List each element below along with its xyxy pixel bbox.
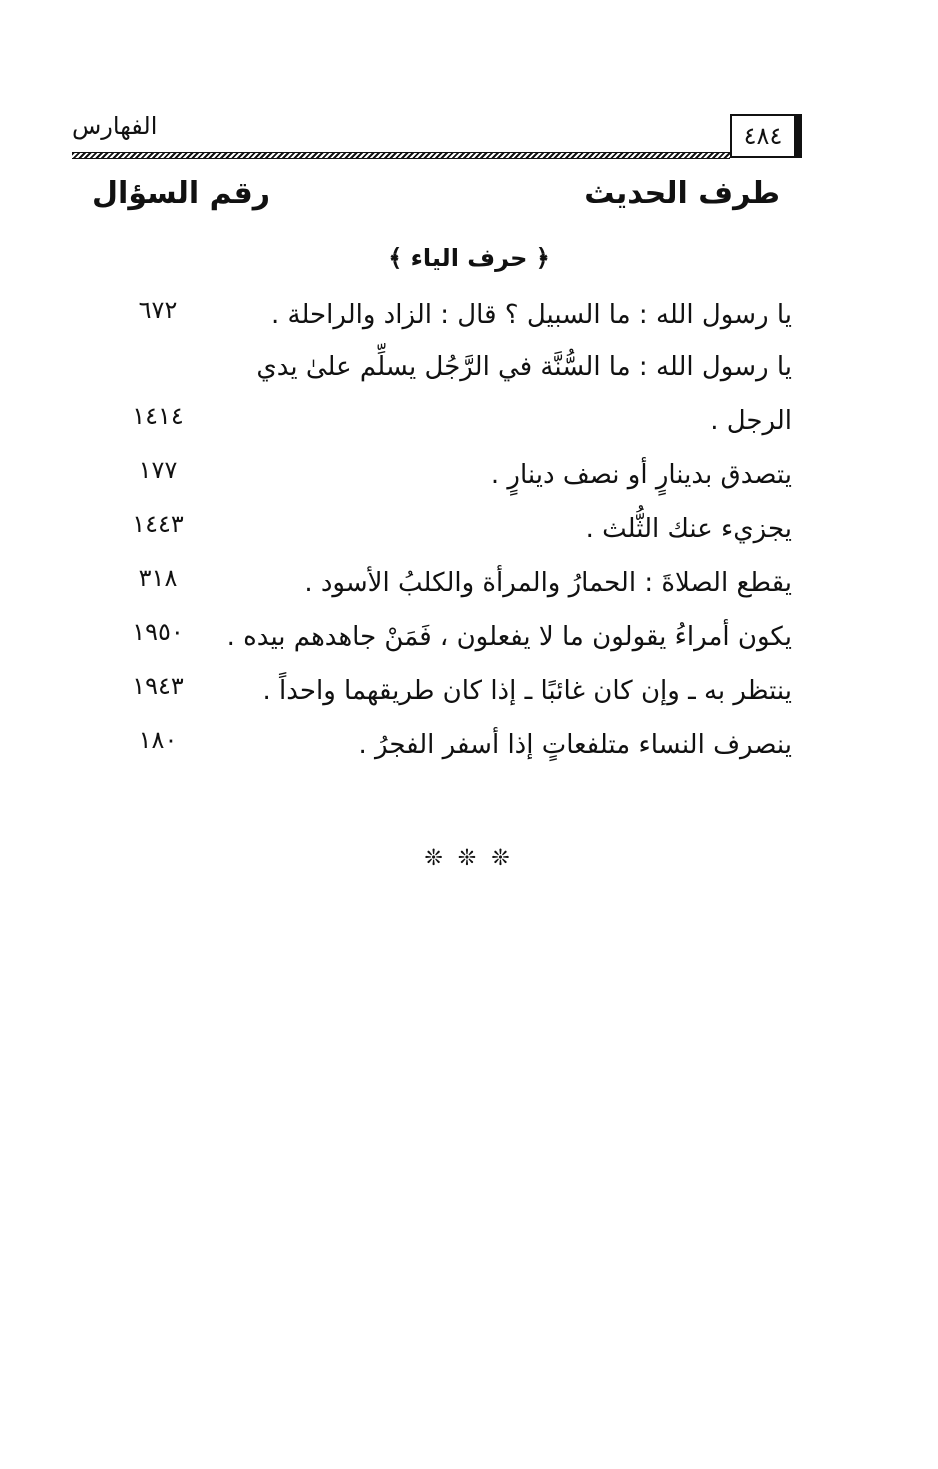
page-number: ٤٨٤ [730,114,802,158]
entry-number: ١٤٤٣ [132,510,184,538]
entry-text: يكون أمراءُ يقولون ما لا يفعلون ، فَمَنْ جاهدهم بيده . [226,622,792,652]
entry-number: ١٩٥٠ [132,618,184,646]
entry-text: ينتظر به ـ وإن كان غائبًا ـ إذا كان طريقهما واحداً . [262,676,792,706]
entry-text: الرجل . [710,406,792,436]
column-heading-hadith: طرف الحديث [584,176,780,211]
section-title: ﴿ حرف الياء ﴾ [388,244,550,272]
entry-text: ينصرف النساء متلفعاتٍ إذا أسفر الفجرُ . [358,730,792,760]
running-header-title: الفهارس [72,112,158,140]
entry-number: ١٩٤٣ [132,672,184,700]
entry-text: يتصدق بدينارٍ أو نصف دينارٍ . [490,460,792,490]
entry-text: يقطع الصلاةَ : الحمارُ والمرأة والكلبُ الأسود . [304,568,792,598]
end-ornament: ❊ ❊ ❊ [424,846,514,871]
entry-number: ١٨٠ [138,726,178,754]
column-heading-question-number: رقم السؤال [92,176,271,211]
entry-number: ٦٧٢ [138,296,178,324]
entry-number: ٣١٨ [138,564,178,592]
entry-text: يا رسول الله : ما السُّنَّة في الرَّجُل يسلِّم علىٰ يدي [256,352,792,382]
entry-text: يا رسول الله : ما السبيل ؟ قال : الزاد والراحلة . [270,300,792,330]
entry-number: ١٤١٤ [132,402,184,430]
entry-number: ١٧٧ [138,456,178,484]
entry-text: يجزيء عنك الثُّلث . [585,514,792,544]
